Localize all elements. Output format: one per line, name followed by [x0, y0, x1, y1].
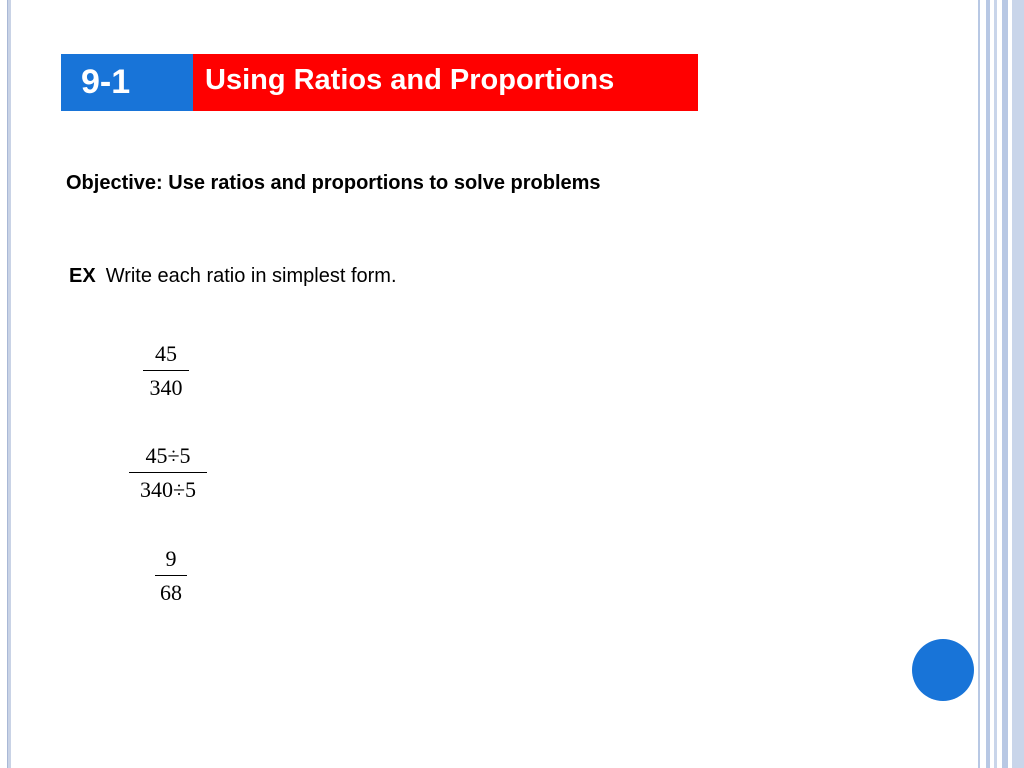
fraction-bar — [129, 472, 207, 473]
border-stripe — [1002, 0, 1008, 768]
border-stripe — [986, 0, 990, 768]
fraction-original — [143, 340, 189, 402]
example-label: EX — [69, 265, 96, 287]
fraction-denominator: 340÷5 — [139, 477, 197, 502]
border-stripe — [1012, 0, 1024, 768]
fraction-divide-step — [129, 442, 207, 504]
slide-left-border — [7, 0, 11, 768]
fraction-bar — [155, 575, 187, 576]
border-stripe — [994, 0, 997, 768]
example-line — [69, 265, 397, 288]
fraction-bar — [143, 370, 189, 371]
border-stripe — [978, 0, 980, 768]
lesson-number-badge: 9-1 — [61, 54, 193, 111]
slide-title: Using Ratios and Proportions — [193, 54, 698, 111]
fraction-simplified — [155, 545, 187, 607]
objective-text: Objective: Use ratios and proportions to solve problems — [66, 172, 601, 194]
slide-right-border — [978, 0, 1024, 768]
fraction-denominator: 340 — [149, 375, 183, 400]
next-slide-button[interactable] — [912, 639, 974, 701]
fraction-numerator: 9 — [165, 546, 177, 571]
fraction-denominator: 68 — [160, 580, 182, 605]
fraction-numerator: 45 — [155, 341, 177, 366]
example-instruction: Write each ratio in simplest form. — [105, 265, 397, 287]
fraction-numerator: 45÷5 — [145, 443, 191, 468]
